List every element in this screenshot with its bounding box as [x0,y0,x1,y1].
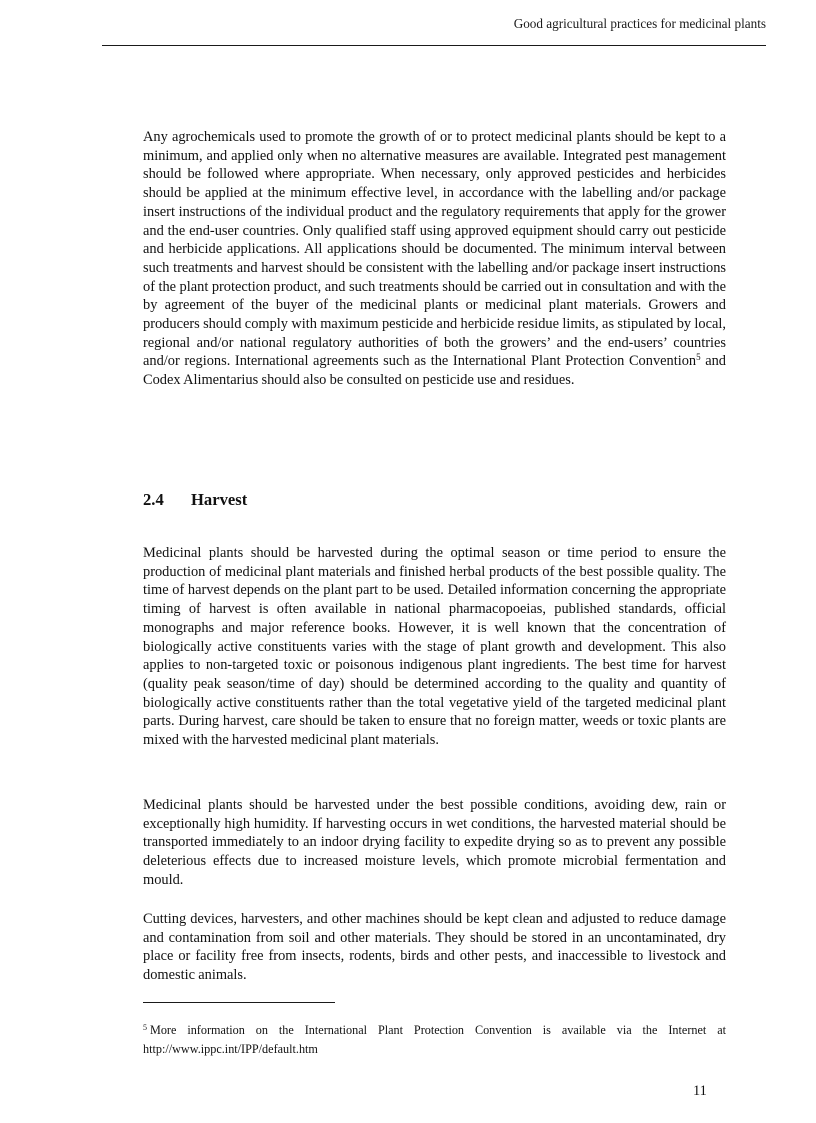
section-title: Harvest [191,490,248,509]
section-number: 2.4 [143,490,164,509]
paragraph-1 [143,128,726,390]
harvest-conditions-paragraph [143,796,726,890]
footnote-marker: 5 [143,1023,147,1032]
running-title: Good agricultural practices for medicinal plants [513,16,766,31]
footnote-reference[interactable]: 5 [696,352,701,363]
paragraph-2: Medicinal plants should be harvested during the optimal season or time period to ensure the production of medicinal plant materials and finished herbal products of the best possible quality. The time of harvest depends on the plant part to be used. Detailed information concerning the appropriate timing of harvest is often available in national pharmacopoeias, published standards, official monographs and major reference books. However, it is well known that the concentration of biologically active constituents varies with the stage of plant growth and development. This also applies to non-targeted toxic or poisonous indigenous plant ingredients. The best time for harvest (quality peak season/time of day) should be determined according to the quality and quantity of biologically active constituents rather than the total vegetative yield of the targeted medicinal plant parts. During harvest, care should be taken to ensure that no foreign matter, weeds or toxic plants are mixed with the harvested medicinal plant materials. [143,545,726,749]
footnote-separator [143,1002,335,1003]
footnote [143,1021,726,1058]
harvest-equipment-paragraph [143,910,726,985]
paragraph-4: Cutting devices, harvesters, and other machines should be kept clean and adjusted to reduce damage and contamination from soil and other materials. They should be stored in an uncontaminated, dry place or facility free from insects, rodents, birds and other pests, and inaccessible to livestock and domestic animals. [143,911,726,984]
harvest-timing-paragraph [143,544,726,750]
paragraph-1-tail: and Codex Alimentarius should also be consulted on pesticide use and residues. [143,353,727,389]
paragraph-1-text: Any agrochemicals used to promote the growth of or to protect medicinal plants should be kept to a minimum, and applied only when no alternative measures are available. Integrated pest management should be followed where appropriate. When necessary, only approved pesticides and herbicides should be applied at the minimum effective level, in accordance with the labelling and/or package insert instructions of the individual product and the regulatory requirements that apply for the grower and the end-user countries. Only qualified staff using approved equipment should carry out pesticide and herbicide applications. All applications should be documented. The minimum interval between such treatments and harvest should be consistent with the labelling and/or package insert instructions of the plant protection product, and such treatments should be carried out in consultation and with the by agreement of the buyer of the medicinal plants or medicinal plant materials. Growers and producers should comply with maximum pesticide and herbicide residue limits, as stipulated by local, regional and/or national regulatory authorities of both the growers’ and the end-users’ countries and/or regions. International agreements such as the International Plant Protection Convention [143,129,726,370]
agrochemicals-paragraph [143,128,726,390]
footnote-text: More information on the International Plant Protection Convention is available via the Internet at http://www.ippc.int/IPP/default.htm [143,1023,726,1056]
paragraph-3: Medicinal plants should be harvested under the best possible conditions, avoiding dew, rain or exceptionally high humidity. If harvesting occurs in wet conditions, the harvested material should be transported immediately to an indoor drying facility to expedite drying so as to prevent any possible deleterious effects due to increased moisture levels, which promote microbial fermentation and mould. [143,797,726,888]
page-number: 11 [693,1083,707,1099]
header-rule [102,45,766,46]
section-heading [143,490,247,510]
